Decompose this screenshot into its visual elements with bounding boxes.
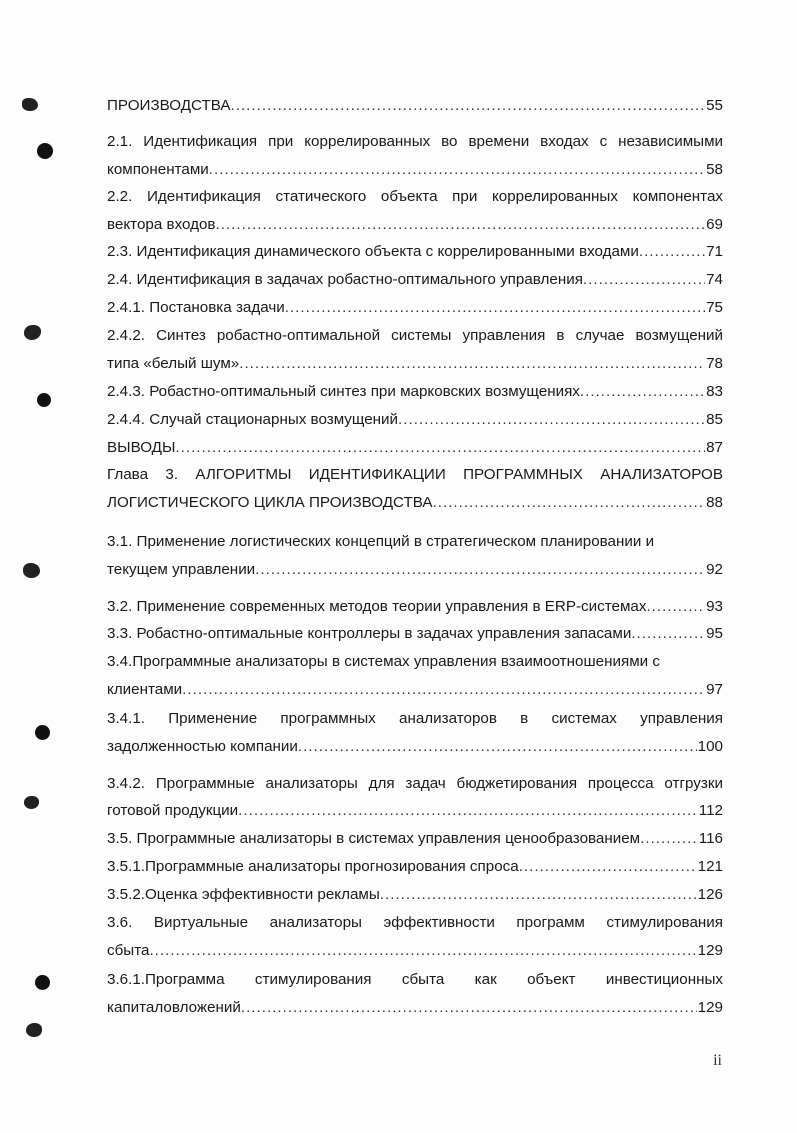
toc-entry: ЛОГИСТИЧЕСКОГО ЦИКЛА ПРОИЗВОДСТВА ..... 88 — [107, 493, 723, 513]
binder-mark — [24, 325, 41, 340]
binder-hole — [35, 975, 50, 990]
toc-entry: 3.5.1.Программные анализаторы прогнозирования спроса ..... 121 — [107, 857, 723, 877]
toc-entry: ВЫВОДЫ ..... 87 — [107, 438, 723, 458]
toc-entry: клиентами ..... 97 — [107, 680, 723, 700]
toc-entry: 2.4.3. Робастно-оптимальный синтез при марковских возмущениях ..... 83 — [107, 382, 723, 402]
binder-mark — [24, 796, 39, 809]
toc-entry: 3.3. Робастно-оптимальные контроллеры в задачах управления запасами ..... 95 — [107, 624, 723, 644]
toc-entry: 2.4.1. Постановка задачи ..... 75 — [107, 298, 723, 318]
toc-entry: 3.6.1.Программа стимулирования сбыта как объект инвестиционных — [107, 971, 723, 988]
toc-entry: 3.4.1. Применение программных анализаторов в системах управления — [107, 710, 723, 727]
toc-entry: 3.4.Программные анализаторы в системах управления взаимоотношениями с — [107, 653, 660, 670]
toc-entry: 2.1. Идентификация при коррелированных во времени входах с независимыми — [107, 133, 723, 150]
toc-entry: 3.4.2. Программные анализаторы для задач бюджетирования процесса отгрузки — [107, 775, 723, 792]
binder-hole — [37, 393, 51, 407]
binder-hole — [37, 143, 53, 159]
toc-entry: 3.6. Виртуальные анализаторы эффективности программ стимулирования — [107, 914, 723, 931]
toc-entry: ПРОИЗВОДСТВА ..... 55 — [107, 96, 723, 116]
toc-entry: 2.4. Идентификация в задачах робастно-оптимального управления ..... 74 — [107, 270, 723, 290]
toc-entry: 3.5.2.Оценка эффективности рекламы ..... 126 — [107, 885, 723, 905]
toc-entry: готовой продукции ..... 112 — [107, 801, 723, 821]
toc-entry: 3.5. Программные анализаторы в системах управления ценообразованием ..... 116 — [107, 829, 723, 849]
binder-hole — [35, 725, 50, 740]
toc-entry: 3.2. Применение современных методов теории управления в ERP-системах ..... 93 — [107, 597, 723, 617]
page-number: ii — [713, 1052, 722, 1069]
toc-entry: сбыта ..... 129 — [107, 941, 723, 961]
binder-mark — [22, 98, 38, 111]
toc-entry: типа «белый шум» ..... 78 — [107, 354, 723, 374]
toc-entry: 2.2. Идентификация статического объекта при коррелированных компонентах — [107, 188, 723, 205]
toc-chapter-heading: Глава 3. АЛГОРИТМЫ ИДЕНТИФИКАЦИИ ПРОГРАММНЫХ АНАЛИЗАТОРОВ — [107, 466, 723, 483]
toc-entry: 2.3. Идентификация динамического объекта с коррелированными входами ..... 71 — [107, 242, 723, 262]
toc-entry: 3.1. Применение логистических концепций в стратегическом планировании и — [107, 533, 655, 550]
toc-entry: капиталовложений ..... 129 — [107, 998, 723, 1018]
toc-entry: 2.4.4. Случай стационарных возмущений ..... 85 — [107, 410, 723, 430]
toc-entry: задолженностью компании ..... 100 — [107, 737, 723, 757]
toc-entry: компонентами ..... 58 — [107, 160, 723, 180]
toc-entry: 2.4.2. Синтез робастно-оптимальной системы управления в случае возмущений — [107, 327, 723, 344]
toc-entry: вектора входов ..... 69 — [107, 215, 723, 235]
toc-entry: текущем управлении ..... 92 — [107, 560, 723, 580]
binder-mark — [23, 563, 40, 578]
binder-mark — [26, 1023, 42, 1037]
